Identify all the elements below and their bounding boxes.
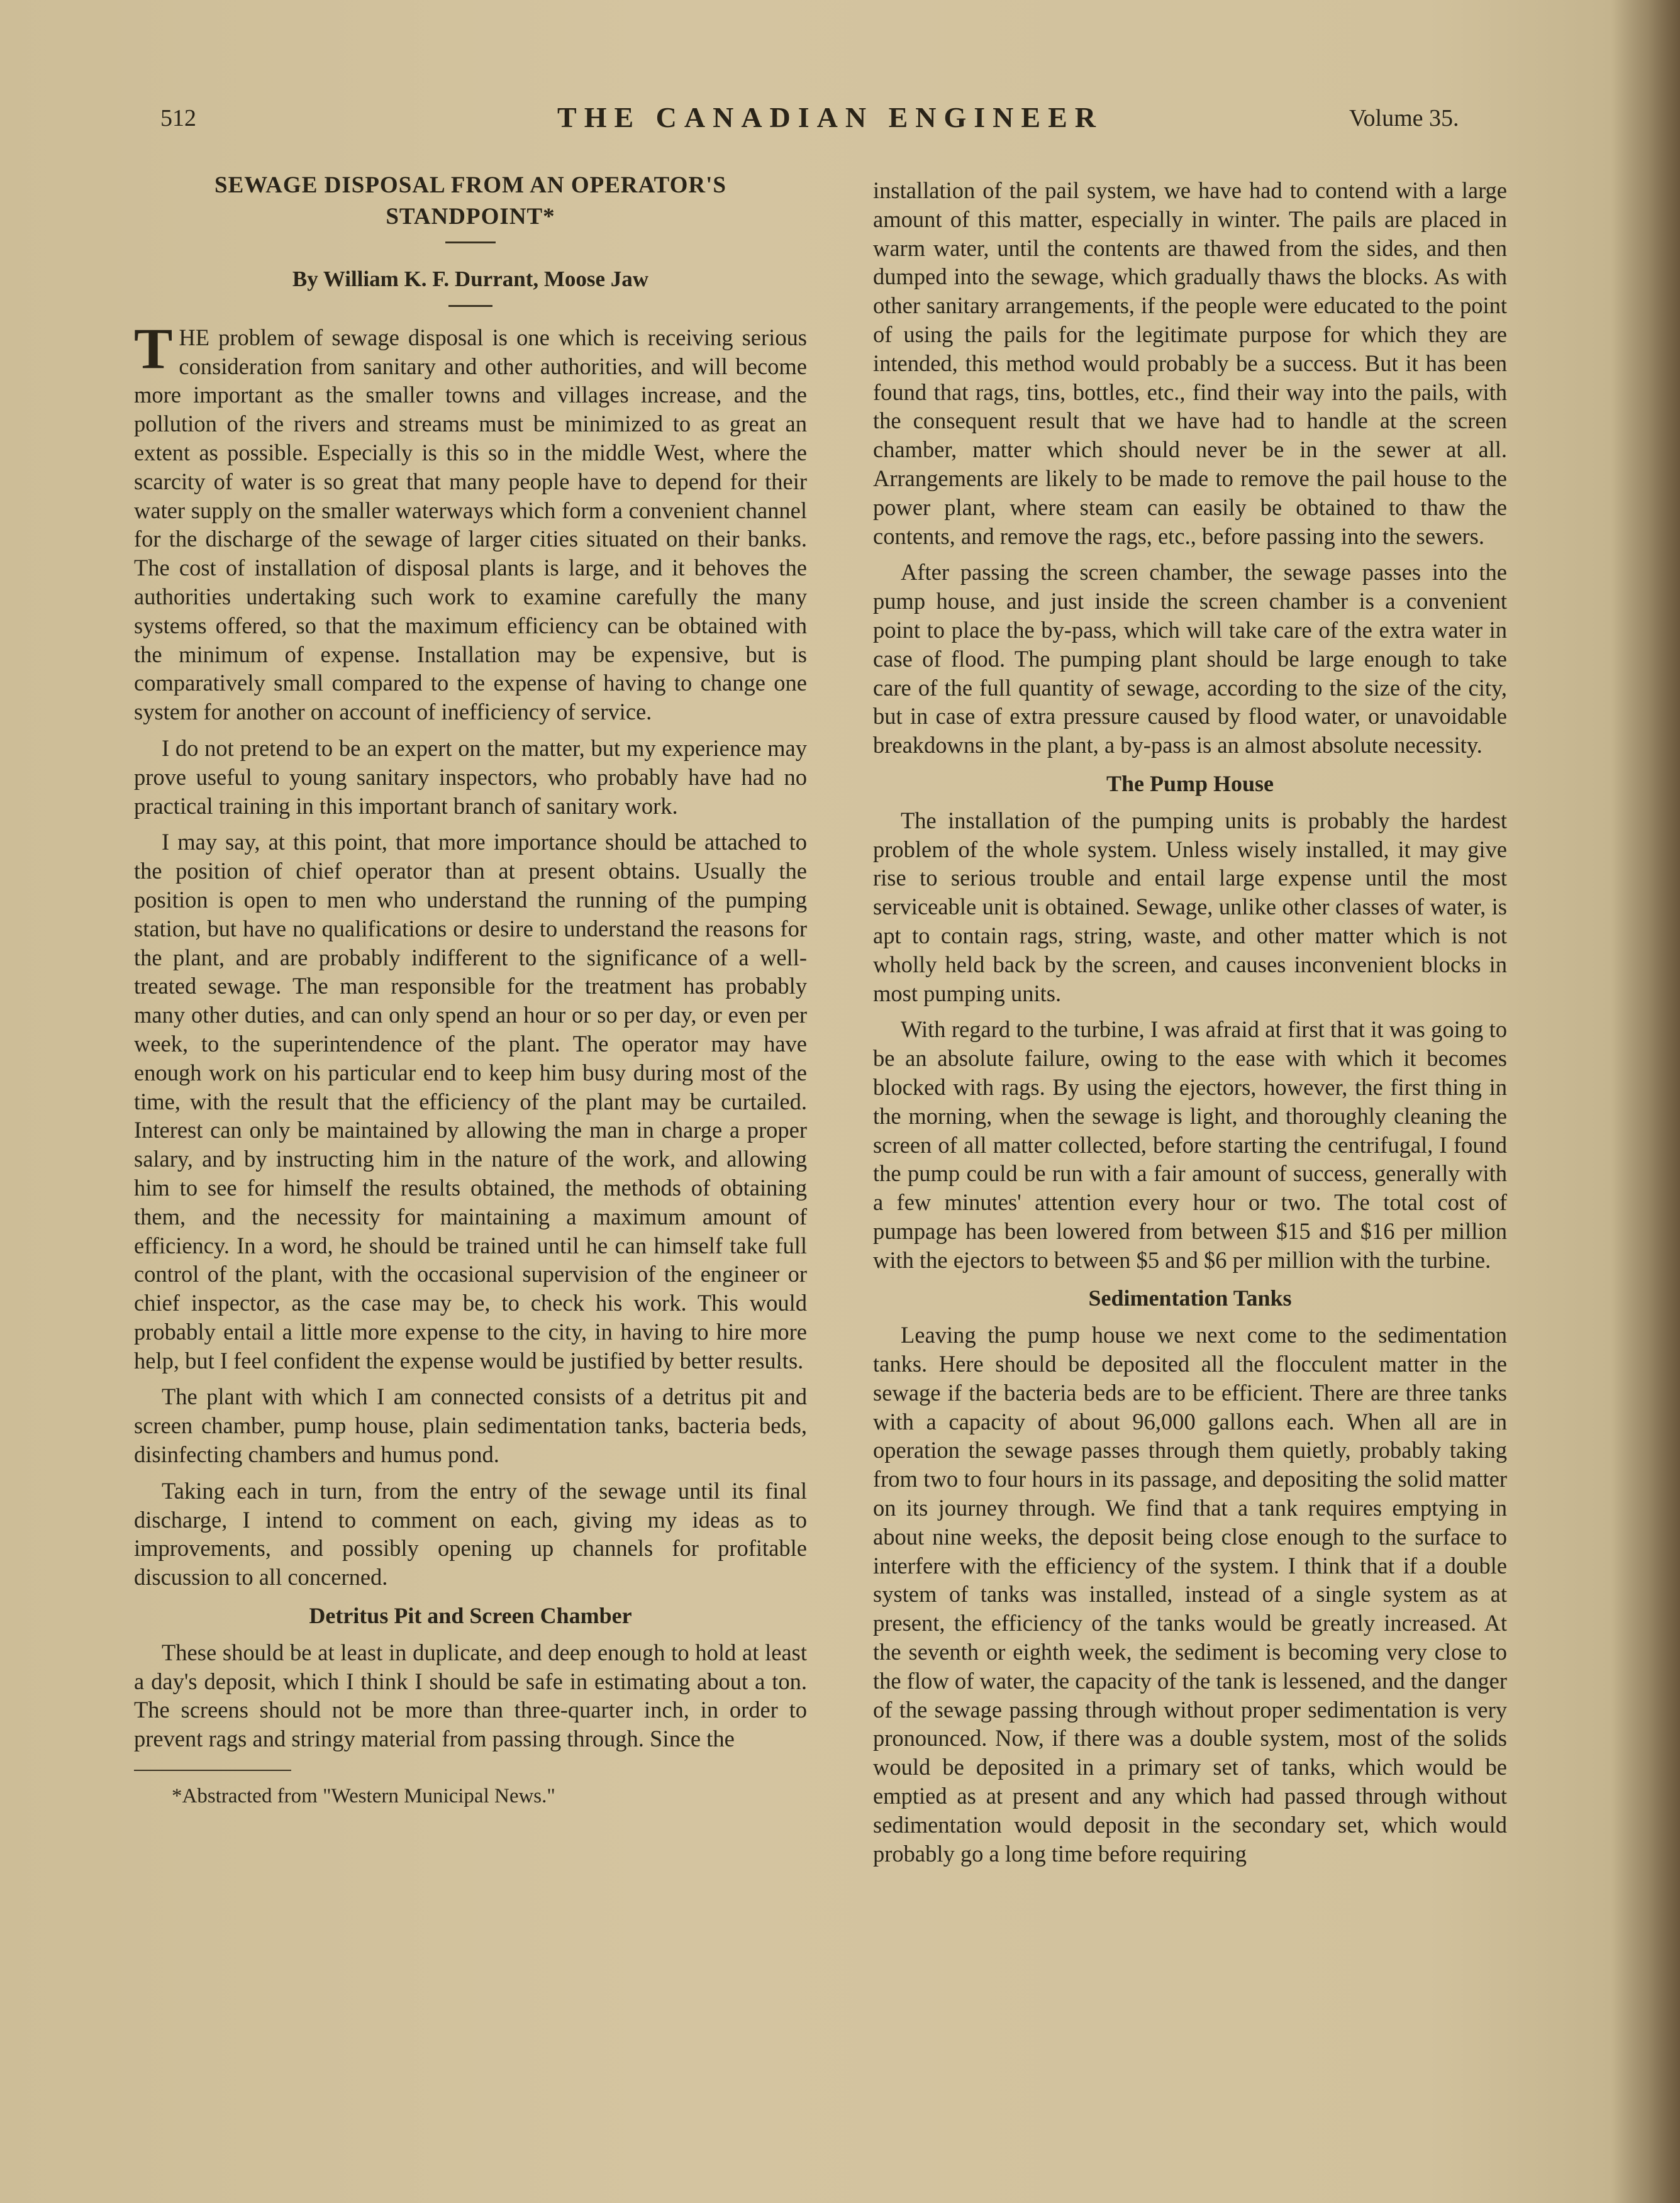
journal-title: THE CANADIAN ENGINEER bbox=[557, 101, 1103, 133]
paragraph: Taking each in turn, from the entry of the sewage until its final discharge, I intend to comment on each, giving my ideas as to improvements, and possibly opening up channels for profitable discussion to all concerned. bbox=[134, 1477, 807, 1590]
title-line-1: SEWAGE DISPOSAL FROM AN OPERATOR'S bbox=[214, 172, 726, 198]
paragraph: The installation of the pumping units is probably the hardest problem of the whole system. Unless wisely installed, it may give rise to serious trouble and entail large expense until the most serviceable unit is obtained. Sewage, unlike other classes of water, is apt to contain rags, string, waste, and other matter which is not wholly held back by the screen, and causes inconvenient blocks in most pumping units. bbox=[873, 807, 1507, 1006]
paragraph: These should be at least in duplicate, and deep enough to hold at least a day's deposit, which I think I should be safe in estimating about a ton. The screens should not be more than three-quarter inch, in order to prevent rags and stringy material from passing through. Since the bbox=[134, 1639, 807, 1752]
page-number: 512 bbox=[160, 105, 196, 131]
running-header bbox=[0, 101, 1680, 138]
title-rule bbox=[445, 241, 496, 243]
article-title bbox=[134, 170, 807, 233]
right-column bbox=[873, 176, 1507, 1875]
section-heading-sedimentation: Sedimentation Tanks bbox=[1088, 1285, 1292, 1311]
footnote: *Abstracted from "Western Municipal News." bbox=[172, 1785, 555, 1808]
left-column bbox=[134, 170, 807, 1811]
paragraph: installation of the pail system, we have had to contend with a large amount of this matter, especially in winter. The pails are placed in warm water, until the contents are thawed from the sides, and then dumped into the sewage, which gradually thaws the blocks. As with other sanitary arrangements, if the people were educated to the point of using the pails for the legitimate purpose for which they are intended, this method would probably be a success. But it has been found that rags, tins, bottles, etc., find their way into the pails, with the consequent result that we have had to handle at the screen chamber, matter which should never be in the sewer at all. Arrangements are likely to be made to remove the pail house to the power plant, where steam can easily be obtained to thaw the contents, and remove the rags, etc., before passing into the sewers. bbox=[873, 177, 1507, 549]
paragraph: After passing the screen chamber, the sewage passes into the pump house, and just inside the screen chamber is a convenient point to place the by-pass, which will take care of the extra water in case of flood. The pumping plant should be large enough to take care of the full quantity of sewage, according to the size of the city, but in case of extra pressure caused by flood water, or unavoidable breakdowns in the plant, a by-pass is an almost absolute necessity. bbox=[873, 559, 1507, 758]
paragraph: I do not pretend to be an expert on the matter, but my experience may prove useful to young sanitary inspectors, who probably have had no practical training in this important branch of sanitary work. bbox=[134, 735, 807, 819]
paragraph-text: HE problem of sewage disposal is one which is receiving serious consideration from sanitary and other authorities, and will become more important as the smaller towns and villages increase, and the pollution of the rivers and streams must be minimized to as great an extent as possible. Especially is this so in the middle West, where the scarcity of water is so great that many people have to depend for their water supply on the smaller waterways which form a convenient channel for the discharge of the sewage of larger cities situated on their banks. The cost of installation of disposal plants is large, and it behoves the authorities undertaking such work to examine carefully the many systems offered, so that the maximum efficiency can be obtained with the minimum of expense. Installation may be expensive, but is comparatively small compared to the expense of having to change one system for another on account of inefficiency of service. bbox=[134, 324, 807, 725]
paragraph: The plant with which I am connected consists of a detritus pit and screen chamber, pump house, plain sedimentation tanks, bacteria beds, disinfecting chambers and humus pond. bbox=[134, 1384, 807, 1468]
paragraph: I may say, at this point, that more importance should be attached to the position of chief operator than at present obtains. Usually the position is open to men who understand the running of the pumping station, but have no qualifications or desire to understand the reasons for the plant, and are probably indifferent to the significance of a well-treated sewage. The man responsible for the treatment has probably many other duties, and can only spend an hour or so per day, or even per week, to the superintendence of the plant. The operator may have enough work on his particular end to keep him busy during most of the time, with the result that the efficiency of the plant may be curtailed. Interest can only be maintained by allowing the man in charge a proper salary, and by instructing him in the nature of the work, and allowing him to see for himself the results obtained, the methods of obtaining them, and the necessity for maintaining a maximum amount of efficiency. In a word, he should be trained until he can himself take full control of the plant, with the occasional supervision of the engineer or chief inspector, as the case may be, to check his work. This would probably entail a little more expense to the city, in having to hire more help, but I feel confident the expense would be justified by better results. bbox=[134, 829, 807, 1373]
paragraph: Leaving the pump house we next come to the sedimentation tanks. Here should be deposited all the flocculent matter in the sewage if the bacteria beds are to be efficient. There are three tanks with a capacity of about 96,000 gallons each. When all are in operation the sewage passes through them quietly, probably taking from two to four hours in its passage, and depositing the solid matter on its journey through. We find that a tank requires emptying in about nine weeks, the deposit being close enough to the surface to interfere with the efficiency of the system. I think that if a double system of tanks was installed, instead of a single system as at present, the efficiency of the tanks would be greatly increased. At the seventh or eighth week, the sediment is becoming very close to the flow of water, the capacity of the tank is lessened, and the danger of the sewage passing through without proper sedimentation is very pronounced. Now, if there was a double system, most of the solids would be deposited in a primary set of tanks, which would be emptied as at present and any which had passed through without sedimentation would deposit in the secondary set, which would probably go a long time before requiring bbox=[873, 1322, 1507, 1867]
binding-shadow bbox=[1610, 0, 1680, 2203]
drop-cap: T bbox=[134, 316, 173, 380]
paragraph bbox=[134, 316, 807, 726]
paragraph: With regard to the turbine, I was afraid at first that it was going to be an absolute failure, owing to the ease with which it becomes blocked with rags. By using the ejectors, however, the first thing in the morning, when the sewage is light, and thoroughly cleaning the screen of all matter collected, before starting the centrifugal, I found the pump could be run with a fair amount of success, generally with a few minutes' attention every hour or two. The total cost of pumpage has been lowered from between $15 and $16 per million with the ejectors to between $5 and $6 per million with the turbine. bbox=[873, 1016, 1507, 1273]
byline: By William K. F. Durrant, Moose Jaw bbox=[292, 267, 649, 291]
title-line-2: STANDPOINT* bbox=[386, 204, 555, 230]
volume-label: Volume 35. bbox=[1349, 105, 1459, 131]
section-heading-detritus: Detritus Pit and Screen Chamber bbox=[309, 1603, 632, 1629]
footnote-rule bbox=[134, 1770, 291, 1771]
section-heading-pump-house: The Pump House bbox=[1106, 770, 1274, 796]
byline-rule bbox=[448, 305, 492, 307]
